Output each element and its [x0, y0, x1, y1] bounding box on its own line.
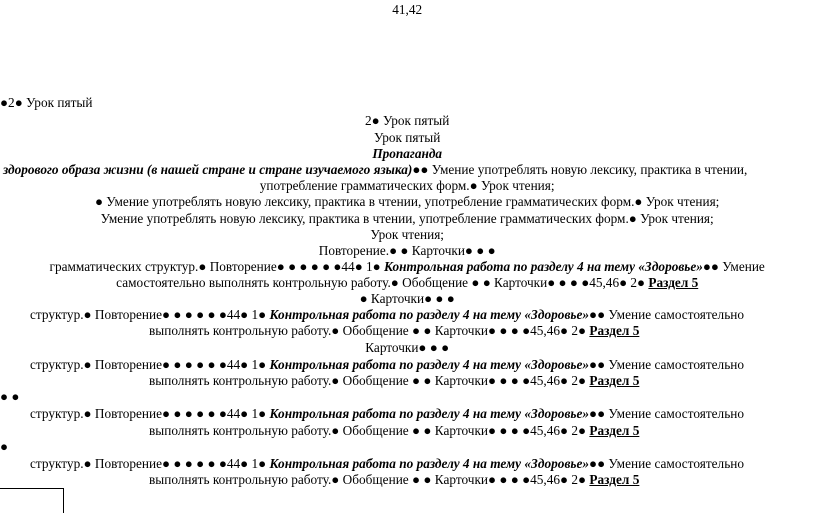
control-line: выполнять контрольную работу.● Обобщение ● ● Карточки● ● ● ●45,46● 2● Раздел 5: [149, 472, 640, 487]
control-line: выполнять контрольную работу.● Обобщение ● ● Карточки● ● ● ●45,46● 2● Раздел 5: [149, 323, 640, 338]
text-line: ● Карточки● ● ●: [359, 291, 455, 306]
topic-line: здорового образа жизни (в нашей стране и стране изучаемого языка)●● Умение употреблять новую лексику, практика в чтении,: [3, 162, 748, 177]
lesson-line: Урок пятый: [374, 130, 441, 145]
lesson-line: 2● Урок пятый: [365, 113, 450, 128]
section-link[interactable]: Раздел 5: [648, 275, 699, 290]
section-link[interactable]: Раздел 5: [589, 373, 640, 388]
text-line: употребление грамматических форм.● Урок чтения;: [259, 178, 555, 193]
section-link[interactable]: Раздел 5: [589, 472, 640, 487]
topic-title: Пропаганда: [372, 146, 443, 161]
bullet-icon: ●: [0, 439, 9, 454]
control-line: выполнять контрольную работу.● Обобщение ● ● Карточки● ● ● ●45,46● 2● Раздел 5: [149, 373, 640, 388]
control-line: структур.● Повторение● ● ● ● ● ●44● 1● Контрольная работа по разделу 4 на тему «Здоровье»●● Умение самостоятельно: [30, 456, 745, 471]
section-link[interactable]: Раздел 5: [589, 323, 640, 338]
section-link[interactable]: Раздел 5: [589, 423, 640, 438]
lesson-heading-left: ●2● Урок пятый: [0, 95, 93, 110]
text-line: ● Умение употреблять новую лексику, практика в чтении, употребление грамматических форм.● Урок чтения;: [94, 194, 720, 209]
table-cell-corner: [0, 488, 64, 513]
control-line: структур.● Повторение● ● ● ● ● ●44● 1● Контрольная работа по разделу 4 на тему «Здоровье»●● Умение самостоятельно: [30, 406, 745, 421]
bullet-icon: ● ●: [0, 389, 20, 404]
text-line: Урок чтения;: [370, 227, 445, 242]
text-line: Умение употреблять новую лексику, практика в чтении, употребление грамматических форм.● Урок чтения;: [100, 211, 714, 226]
bullet-icon: ●: [0, 95, 9, 110]
text-line: Повторение.● ● Карточки● ● ●: [318, 243, 496, 258]
control-line: структур.● Повторение● ● ● ● ● ●44● 1● Контрольная работа по разделу 4 на тему «Здоровье»●● Умение самостоятельно: [30, 307, 745, 322]
control-line: грамматических структур.● Повторение● ● ● ● ● ●44● 1● Контрольная работа по разделу 4 на тему «Здоровье»●● Умение: [49, 259, 765, 274]
text-line: Карточки● ● ●: [365, 340, 450, 355]
control-line: самостоятельно выполнять контрольную работу.● Обобщение ● ● Карточки● ● ● ●45,46● 2● Раздел 5: [116, 275, 699, 290]
control-line: структур.● Повторение● ● ● ● ● ●44● 1● Контрольная работа по разделу 4 на тему «Здоровье»●● Умение самостоятельно: [30, 357, 745, 372]
page-number: 41,42: [392, 2, 423, 17]
control-line: выполнять контрольную работу.● Обобщение ● ● Карточки● ● ● ●45,46● 2● Раздел 5: [149, 423, 640, 438]
